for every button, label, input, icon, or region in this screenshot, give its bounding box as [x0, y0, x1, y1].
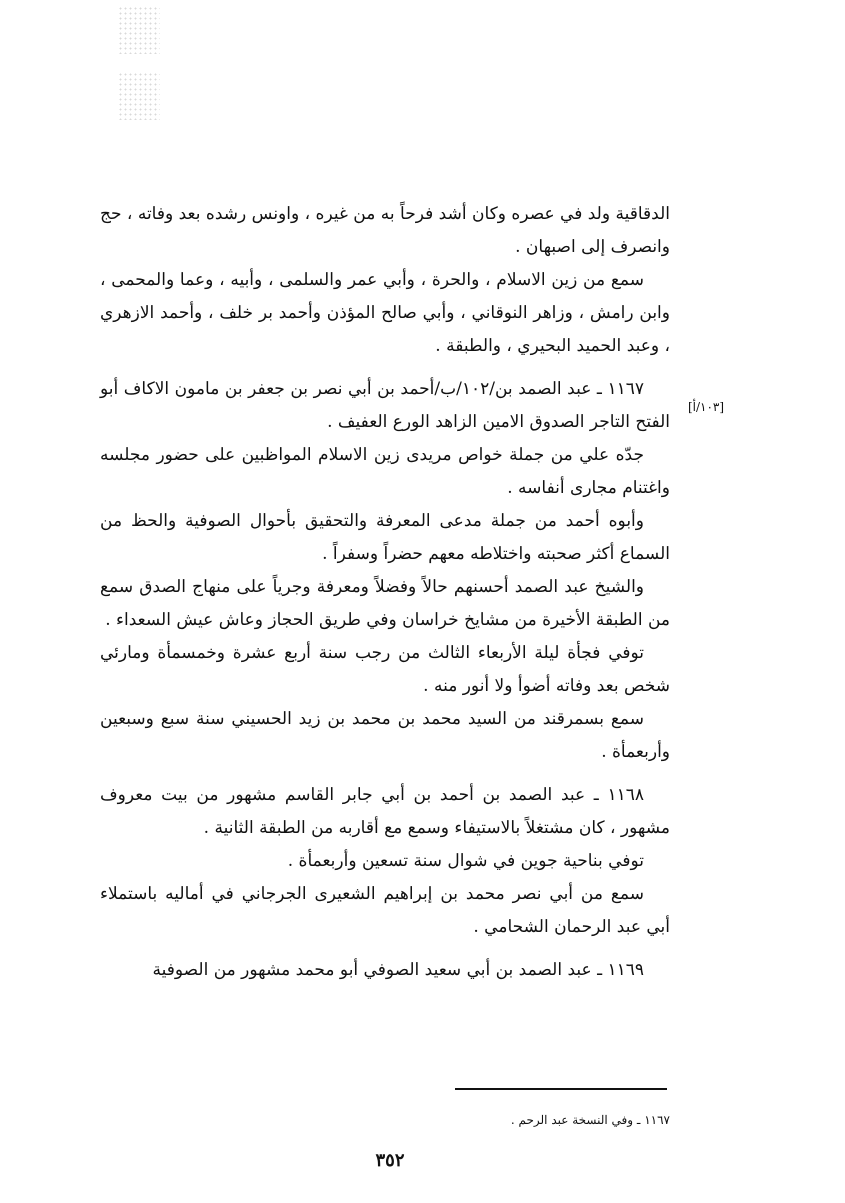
paragraph: توفي بناحية جوين في شوال سنة تسعين وأربعمأة .	[287, 851, 644, 871]
paragraph: وأبوه أحمد من جملة مدعى المعرفة والتحقيق بأحوال الصوفية والحظ من السماع أكثر صحبته واختلاطه معهم حضراً وسفراً .	[100, 511, 670, 564]
margin-folio-reference: [١٠٣/أ]	[687, 400, 725, 414]
scan-speckle-bottom	[118, 72, 160, 120]
paragraph: سمع من أبي نصر محمد بن إبراهيم الشعيرى الجرجاني في أماليه باستملاء أبي عبد الرحمان الشحامي .	[100, 884, 670, 937]
paragraph: جدّه علي من جملة خواص مريدى زين الاسلام المواظبين على حضور مجلسه واغتنام مجارى أنفاسه .	[100, 445, 670, 498]
entry-1169-heading: ١١٦٩ ـ عبد الصمد بن أبي سعيد الصوفي أبو محمد مشهور من الصوفية	[152, 960, 644, 980]
paragraph: والشيخ عبد الصمد أحسنهم حالاً وفضلاً ومعرفة وجرياً على منهاج الصدق سمع من الطبقة الأخيرة من مشايخ خراسان وفي طريق الحجاز وعاش عيش السعداء .	[100, 577, 670, 630]
entry-1168-heading: ١١٦٨ ـ عبد الصمد بن أحمد بن أبي جابر القاسم مشهور من بيت معروف مشهور ، كان مشتغلاً بالاستيفاء وسمع مع أقاربه من الطبقة الثانية .	[100, 785, 670, 838]
footnote-divider	[455, 1088, 667, 1090]
scan-speckle-top	[118, 6, 160, 54]
footnote: ١١٦٧ ـ وفي النسخة عبد الرحم .	[510, 1113, 670, 1127]
main-text	[100, 198, 670, 987]
paragraph: توفي فجأة ليلة الأربعاء الثالث من رجب سنة أربع عشرة وخمسمأة ومارئي شخص بعد وفاته أضوأ ولا أنور منه .	[100, 643, 670, 696]
entry-1167-heading: ١١٦٧ ـ عبد الصمد بن/١٠٢/ب/أحمد بن أبي نصر بن جعفر بن مامون الاكاف أبو الفتح التاجر الصدوق الامين الزاهد الورع العفيف .	[100, 379, 670, 432]
paragraph: الدقاقية ولد في عصره وكان أشد فرحاً به من غيره ، واونس رشده بعد وفاته ، حج وانصرف إلى اصبهان .	[100, 204, 670, 257]
paragraph: سمع من زين الاسلام ، والحرة ، وأبي عمر والسلمى ، وأبيه ، وعما والمحمى ، وابن رامش ، وزاهر النوقاني ، وأبي صالح المؤذن وأحمد بر خلف ، وأحمد الازهري ، وعبد الحميد البحيري ، والطبقة .	[100, 270, 670, 356]
page-number: ٣٥٢	[375, 1150, 405, 1171]
paragraph: سمع بسمرقند من السيد محمد بن محمد بن زيد الحسيني سنة سبع وسبعين وأربعمأة .	[100, 709, 670, 762]
